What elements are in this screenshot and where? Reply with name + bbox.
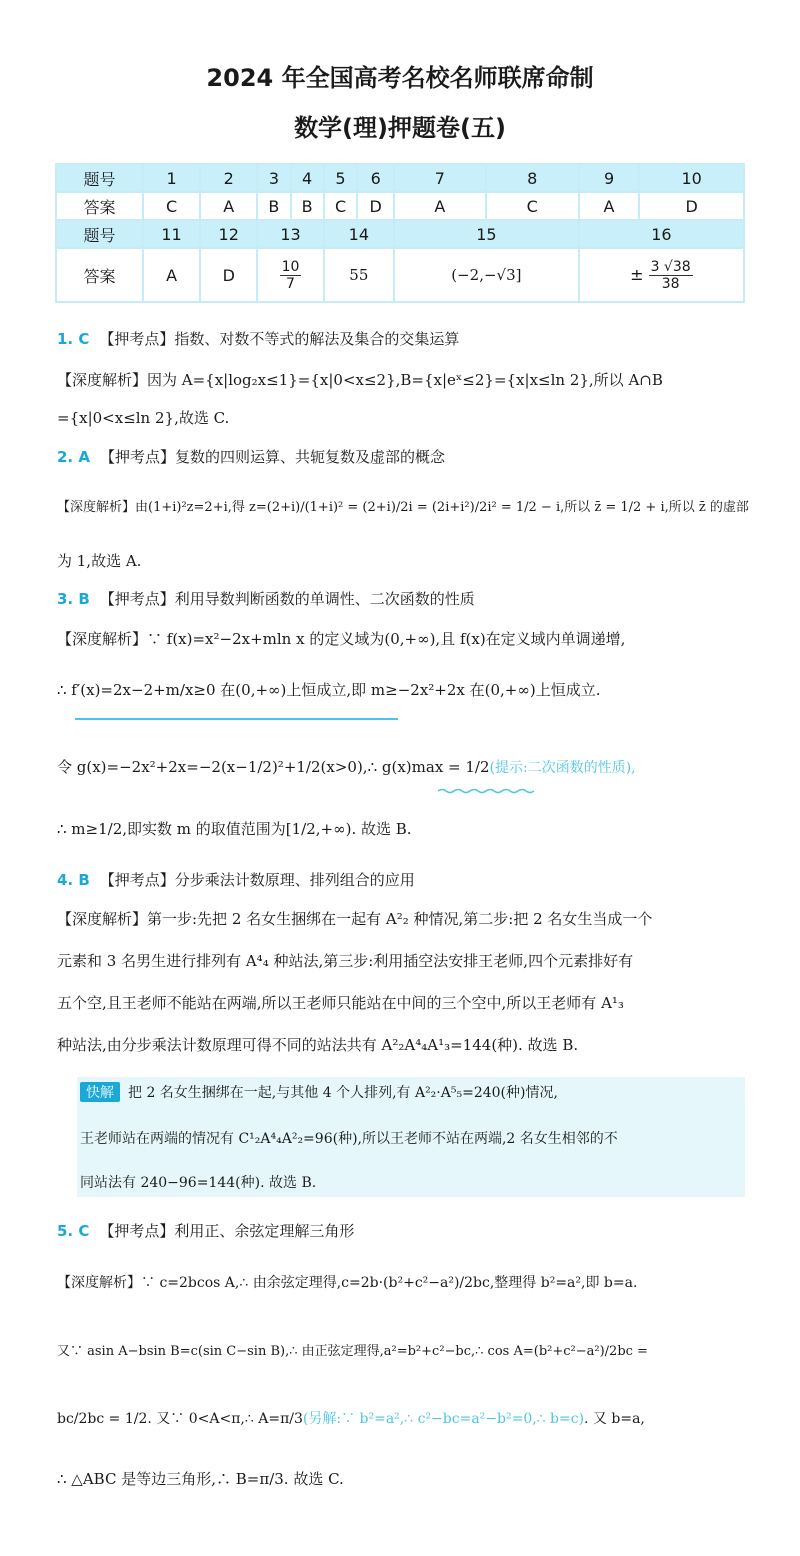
q5-number: 5. C — [57, 1222, 90, 1240]
table-cell: 11 — [143, 220, 200, 248]
q3-hint: (提示:二次函数的性质), — [489, 760, 636, 776]
q3-line3: 令 g(x)=−2x²+2x=−2(x−1/2)²+1/2(x>0),∴ g(x)max = 1/2(提示:二次函数的性质), — [57, 758, 636, 776]
answer-table — [55, 163, 745, 303]
q3-number: 3. B — [57, 590, 90, 608]
q1-tag: 【押考点】指数、对数不等式的解法及集合的交集运算 — [99, 330, 460, 348]
q1-number: 1. C — [57, 330, 90, 348]
title-line1: 2024 年全国高考名校名师联席命制 — [206, 64, 594, 92]
q5-line4: ∴ △ABC 是等边三角形,∴ B=π/3. 故选 C. — [57, 1470, 344, 1488]
table-cell: D — [639, 192, 744, 220]
title-line2: 数学(理)押题卷(五) — [294, 114, 506, 142]
table-cell: 7 — [394, 164, 486, 192]
q3-header — [57, 588, 475, 609]
table-cell: A — [394, 192, 486, 220]
quick-line3: 同站法有 240−96=144(种). 故选 B. — [80, 1175, 317, 1191]
q4-tag: 【押考点】分步乘法计数原理、排列组合的应用 — [99, 871, 415, 889]
q1-header — [57, 328, 459, 349]
q1-line2: ={x|0<x≤ln 2},故选 C. — [57, 409, 230, 427]
table-cell: 12 — [200, 220, 257, 248]
q5-line2: 又∵ asin A−bsin B=c(sin C−sin B),∴ 由正弦定理得,a²=b²+c²−bc,∴ cos A=(b²+c²−a²)/2bc = — [57, 1344, 648, 1359]
table-cell: 6 — [357, 164, 394, 192]
table-cell: 8 — [486, 164, 579, 192]
fraction: $\frac{3 √38}{38}$ — [650, 258, 691, 292]
table-cell: D — [357, 192, 394, 220]
table-cell: 14 — [324, 220, 394, 248]
q5-tag: 【押考点】利用正、余弦定理解三角形 — [99, 1222, 355, 1240]
table-cell: 5 — [324, 164, 358, 192]
q1-line1: 【深度解析】因为 A={x|log₂x≤1}={x|0<x≤2},B={x|eˣ≤2}={x|x≤ln 2},所以 A∩B — [57, 371, 663, 389]
table-cell: (−2,−√3] — [394, 248, 579, 302]
q4-line3: 五个空,且王老师不能站在两端,所以王老师只能站在中间的三个空中,所以王老师有 A¹₃ — [57, 994, 624, 1012]
table-cell: A — [200, 192, 257, 220]
fraction: $\frac{10}{7}$ — [281, 258, 300, 292]
table-cell: 9 — [579, 164, 640, 192]
q3-line4: ∴ m≥1/2,即实数 m 的取值范围为[1/2,+∞). 故选 B. — [57, 820, 412, 838]
table-cell: C — [324, 192, 358, 220]
q2-line2: 为 1,故选 A. — [57, 552, 142, 570]
quick-label: 快解 — [80, 1082, 120, 1102]
wavy-underline — [438, 788, 534, 794]
q3-line2: ∴ f′(x)=2x−2+m/x≥0 在(0,+∞)上恒成立,即 m≥−2x²+2x 在(0,+∞)上恒成立. — [57, 681, 601, 699]
table-cell: B — [257, 192, 290, 220]
q5-hint: (另解:∵ b²=a²,∴ c²−bc=a²−b²=0,∴ b=c) — [302, 1411, 585, 1427]
q2-line1: 【深度解析】由(1+i)²z=2+i,得 z=(2+i)/(1+i)² = (2+i)/2i = (2i+i²)/2i² = 1/2 − i,所以 z̄ = 1/2 + i,所以 z̄ 的虚部 — [57, 500, 749, 515]
table-cell: C — [486, 192, 579, 220]
table-cell: A — [579, 192, 640, 220]
table-cell: 10 — [639, 164, 744, 192]
row3-label: 题号 — [56, 220, 143, 248]
q3-tag: 【押考点】利用导数判断函数的单调性、二次函数的性质 — [99, 590, 475, 608]
highlight-rule — [75, 718, 398, 720]
q5-line3: bc/2bc = 1/2. 又∵ 0<A<π,∴ A=π/3(另解:∵ b²=a²,∴ c²−bc=a²−b²=0,∴ b=c). 又 b=a, — [57, 1411, 645, 1427]
q2-number: 2. A — [57, 448, 90, 466]
table-cell — [257, 248, 323, 302]
table-cell: 2 — [200, 164, 257, 192]
table-cell: 15 — [394, 220, 579, 248]
row2-label: 答案 — [56, 192, 143, 220]
row1-label: 题号 — [56, 164, 143, 192]
q2-tag: 【押考点】复数的四则运算、共轭复数及虚部的概念 — [99, 448, 445, 466]
table-cell: A — [143, 248, 200, 302]
q4-line1: 【深度解析】第一步:先把 2 名女生捆绑在一起有 A²₂ 种情况,第二步:把 2 名女生当成一个 — [57, 910, 653, 928]
table-cell: C — [143, 192, 200, 220]
row4-label: 答案 — [56, 248, 143, 302]
table-row — [56, 220, 744, 248]
table-cell: 55 — [324, 248, 394, 302]
table-row — [56, 164, 744, 192]
quick-line2: 王老师站在两端的情况有 C¹₂A⁴₄A²₂=96(种),所以王老师不站在两端,2 名女生相邻的不 — [80, 1131, 618, 1147]
table-cell: 13 — [257, 220, 323, 248]
table-cell: D — [200, 248, 257, 302]
q4-line2: 元素和 3 名男生进行排列有 A⁴₄ 种站法,第三步:利用插空法安排王老师,四个元素排好有 — [57, 952, 634, 970]
table-cell: 16 — [579, 220, 744, 248]
table-cell: 1 — [143, 164, 200, 192]
table-cell: ± $\frac{3 √38}{38}$ — [579, 248, 744, 302]
table-row — [56, 192, 744, 220]
q3-line1: 【深度解析】∵ f(x)=x²−2x+mln x 的定义域为(0,+∞),且 f(x)在定义域内单调递增, — [57, 630, 626, 648]
q5-line1: 【深度解析】∵ c=2bcos A,∴ 由余弦定理得,c=2b·(b²+c²−a²)/2bc,整理得 b²=a²,即 b=a. — [57, 1275, 638, 1291]
quick-line1: 快解 把 2 名女生捆绑在一起,与其他 4 个人排列,有 A²₂·A⁵₅=240(种)情况, — [80, 1082, 558, 1102]
q4-header — [57, 869, 415, 890]
table-cell: 3 — [257, 164, 290, 192]
q4-line4: 种站法,由分步乘法计数原理可得不同的站法共有 A²₂A⁴₄A¹₃=144(种). 故选 B. — [57, 1036, 579, 1054]
table-cell: B — [291, 192, 324, 220]
table-row — [56, 248, 744, 302]
table-cell: 4 — [291, 164, 324, 192]
q4-number: 4. B — [57, 871, 90, 889]
q5-header — [57, 1220, 354, 1241]
q2-header — [57, 446, 445, 467]
